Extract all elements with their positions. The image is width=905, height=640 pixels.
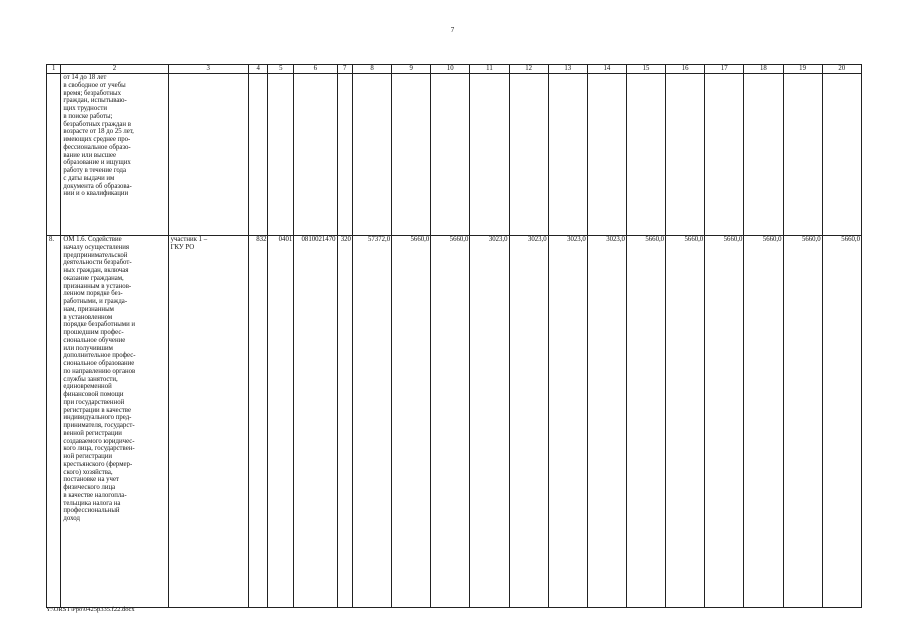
column-number: 8	[352, 65, 391, 74]
column-number: 18	[744, 65, 783, 74]
description-line: постановке на учет	[63, 476, 119, 484]
description-line: физического лица	[63, 484, 116, 491]
description-line: венной регистрации	[63, 429, 122, 437]
description-line: службы занятости,	[63, 375, 118, 383]
row-number-cell: 8.	[47, 236, 61, 608]
value-cell: 5660,0	[626, 236, 665, 608]
ministry-code-cell: 832	[248, 236, 268, 608]
value-cell: 3023,0	[509, 236, 548, 608]
value-cell	[666, 74, 705, 236]
column-number: 14	[587, 65, 626, 74]
column-number: 5	[268, 65, 294, 74]
description-line: дополнительное профес-	[63, 352, 136, 360]
description-line: работными, и гражда-	[63, 298, 128, 305]
description-line: предпринимательской	[63, 251, 128, 259]
column-number: 15	[626, 65, 665, 74]
description-line: работу в течение года	[63, 167, 127, 174]
column-number: 10	[431, 65, 470, 74]
column-number: 19	[783, 65, 822, 74]
value-cell: 5660,0	[744, 236, 783, 608]
column-number: 4	[248, 65, 268, 74]
description-line: тельщика налога на	[63, 499, 121, 507]
value-cell: 5660,0	[705, 236, 744, 608]
column-number: 13	[548, 65, 587, 74]
description-line: ленном порядке без-	[63, 290, 123, 298]
value-cell	[248, 74, 268, 236]
description-line: индивидуального пред-	[63, 414, 132, 422]
column-number: 1	[47, 65, 61, 74]
description-line: создаваемого юридичес-	[63, 437, 135, 445]
description-line: нии и о квалификации	[63, 190, 129, 198]
description-line: граждан, испытываю-	[63, 97, 127, 105]
description-line: деятельности безработ-	[63, 259, 132, 267]
description-line: сиональное образование	[63, 360, 135, 367]
value-cell	[744, 74, 783, 236]
description-line: ОМ 1.6. Содействие	[63, 236, 122, 243]
description-line: началу осуществления	[63, 243, 130, 251]
description-line: профессиональный	[63, 507, 120, 515]
expense-type-cell: 320	[337, 236, 352, 608]
value-cell	[337, 74, 352, 236]
column-number: 9	[392, 65, 431, 74]
description-line: в качестве налогопла-	[63, 491, 127, 499]
description-line: ной регистрации	[63, 453, 113, 460]
column-number: 6	[294, 65, 337, 74]
description-line: признанным в установ-	[63, 282, 132, 290]
value-cell	[392, 74, 431, 236]
description-line: доход	[63, 515, 80, 522]
value-cell: 5660,0	[666, 236, 705, 608]
value-cell: 5660,0	[431, 236, 470, 608]
description-line: в установленном	[63, 313, 113, 321]
value-cell	[509, 74, 548, 236]
value-cell	[470, 74, 509, 236]
value-cell: 3023,0	[548, 236, 587, 608]
section-code-cell: 0401	[268, 236, 294, 608]
value-cell: 57372,0	[352, 236, 391, 608]
row-number-cell	[47, 74, 61, 236]
description-cell	[61, 236, 168, 608]
budget-table	[46, 64, 862, 608]
description-line: время; безработных	[63, 89, 121, 97]
description-line: вание или высшее	[63, 151, 116, 159]
executor-cell	[168, 74, 248, 236]
description-line: единовременной	[63, 383, 112, 391]
value-cell	[626, 74, 665, 236]
executor-line: ГКУ РО	[170, 243, 195, 251]
column-number: 11	[470, 65, 509, 74]
description-line: при государственной	[63, 398, 125, 406]
value-cell	[548, 74, 587, 236]
value-cell: 3023,0	[470, 236, 509, 608]
executor-cell	[168, 236, 248, 608]
description-line: от 14 до 18 лет	[63, 74, 107, 81]
description-line: или получившим	[63, 344, 113, 352]
description-line: регистрации в качестве	[63, 406, 131, 414]
table-row-continuation	[47, 74, 862, 236]
description-line: сиональное обучение	[63, 336, 126, 344]
column-number: 2	[61, 65, 168, 74]
value-cell: 5660,0	[783, 236, 822, 608]
column-number: 20	[822, 65, 861, 74]
value-cell	[431, 74, 470, 236]
value-cell	[352, 74, 391, 236]
description-line: документа об образова-	[63, 182, 132, 190]
description-line: по направлению органов	[63, 367, 136, 375]
table-row-8	[47, 236, 862, 608]
description-line: прошедшим профес-	[63, 329, 124, 336]
description-line: имеющих среднее про-	[63, 136, 131, 143]
description-line: в свободное от учебы	[63, 81, 126, 89]
description-cell	[61, 74, 168, 236]
target-article-cell: 0810021470	[294, 236, 337, 608]
value-cell	[294, 74, 337, 236]
column-number: 7	[337, 65, 352, 74]
description-line: оказание гражданам,	[63, 274, 124, 282]
description-line: ных граждан, включая	[63, 267, 129, 274]
value-cell	[587, 74, 626, 236]
value-cell	[268, 74, 294, 236]
description-line: щих трудности	[63, 105, 108, 112]
description-line: в поиске работы;	[63, 112, 113, 120]
description-line: кого лица, государствен-	[63, 445, 135, 453]
executor-line: участник 1 –	[170, 236, 208, 243]
value-cell: 5660,0	[392, 236, 431, 608]
column-number: 12	[509, 65, 548, 74]
value-cell	[783, 74, 822, 236]
description-line: порядке безработными и	[63, 321, 136, 329]
description-line: возрасте от 18 до 25 лет,	[63, 128, 134, 136]
description-line: фессиональное образо-	[63, 143, 131, 151]
file-path: Y:\ORST\Ppo\0425p335.f22.docx	[46, 606, 135, 613]
value-cell: 3023,0	[587, 236, 626, 608]
value-cell: 5660,0	[822, 236, 861, 608]
description-line: принимателя, государст-	[63, 422, 135, 429]
description-line: нам, признанным	[63, 305, 114, 313]
description-line: с даты выдачи им	[63, 174, 115, 182]
description-line: крестьянского (фермер-	[63, 460, 133, 468]
page-number: 7	[450, 26, 455, 34]
column-number: 3	[168, 65, 248, 74]
description-line: финансовой помощи	[63, 391, 124, 398]
value-cell	[705, 74, 744, 236]
description-line: образование и ищущих	[63, 159, 131, 167]
column-number: 16	[666, 65, 705, 74]
column-number-row	[47, 65, 862, 74]
description-line: безработных граждан в	[63, 120, 131, 128]
column-number: 17	[705, 65, 744, 74]
value-cell	[822, 74, 861, 236]
description-line: ского) хозяйства,	[63, 468, 113, 476]
